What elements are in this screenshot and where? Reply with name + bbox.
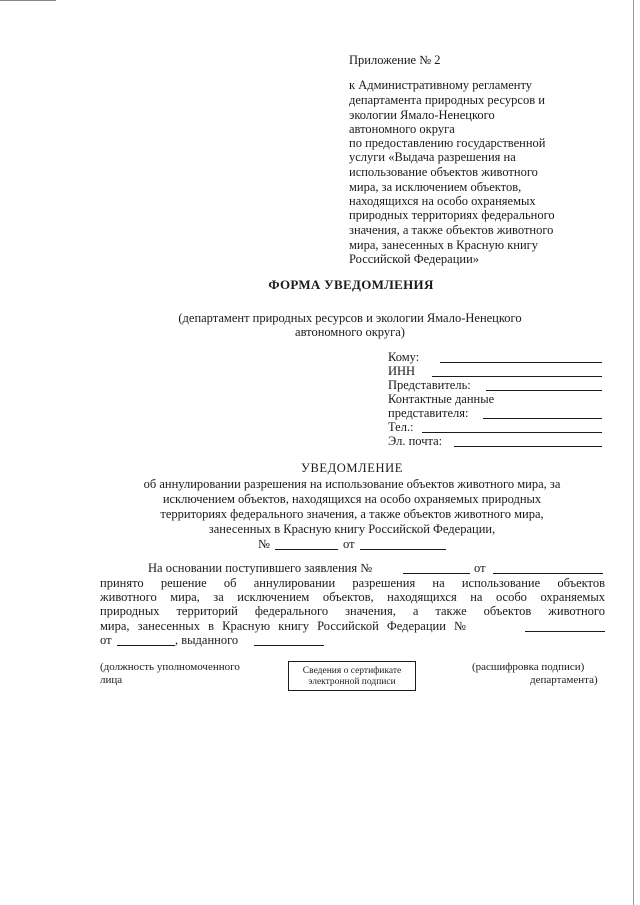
recipient-to-label: Кому: bbox=[388, 350, 420, 364]
appendix-title: Приложение № 2 bbox=[349, 53, 441, 67]
body-text: от bbox=[474, 561, 486, 575]
body-text: , выданного bbox=[175, 633, 239, 647]
recipient-phone-label: Тел.: bbox=[388, 420, 414, 434]
appendix-line: автономного округа bbox=[349, 122, 455, 136]
appendix-line: использование объектов животного bbox=[349, 165, 538, 179]
department-line: автономного округа) bbox=[295, 325, 405, 339]
certificate-label: электронной подписи bbox=[308, 677, 396, 687]
notice-title: УВЕДОМЛЕНИЕ bbox=[301, 461, 403, 475]
body-text: животного мира, за исключением объектов, находящихся на особо охраняемых bbox=[100, 590, 605, 604]
form-title: ФОРМА УВЕДОМЛЕНИЯ bbox=[268, 277, 434, 292]
permit-number-field[interactable] bbox=[525, 631, 605, 632]
appendix-line: услуги «Выдача разрешения на bbox=[349, 150, 516, 164]
notice-line: об аннулировании разрешения на использование объектов животного мира, за bbox=[143, 477, 561, 491]
recipient-representative-field[interactable] bbox=[486, 390, 602, 391]
recipient-contacts-field[interactable] bbox=[483, 418, 602, 419]
notice-line: занесенных в Красную книгу Российской Федерации, bbox=[208, 522, 496, 536]
recipient-phone-field[interactable] bbox=[422, 432, 602, 433]
recipient-to-field[interactable] bbox=[440, 362, 602, 363]
notice-date-field[interactable] bbox=[360, 549, 446, 550]
recipient-inn-field[interactable] bbox=[432, 376, 602, 377]
application-date-field[interactable] bbox=[493, 573, 603, 574]
appendix-line: экологии Ямало-Ненецкого bbox=[349, 108, 495, 122]
appendix-line: значения, а также объектов животного bbox=[349, 223, 554, 237]
scan-edge-top bbox=[0, 0, 56, 1]
appendix-line: по предоставлению государственной bbox=[349, 136, 546, 150]
recipient-representative-label: Представитель: bbox=[388, 378, 471, 392]
notice-line: территориях федерального значения, а также объектов животного мира, bbox=[160, 507, 544, 521]
application-number-field[interactable] bbox=[403, 573, 470, 574]
recipient-contacts-label: представителя: bbox=[388, 406, 469, 420]
body-text: принято решение об аннулировании разрешения на использование объектов bbox=[100, 576, 605, 590]
signature-name-label: департамента) bbox=[530, 674, 598, 686]
appendix-line: мира, за исключением объектов, bbox=[349, 180, 522, 194]
body-text: На основании поступившего заявления № bbox=[148, 561, 373, 575]
signature-position-label: (должность уполномоченного bbox=[100, 661, 240, 673]
scan-edge-right bbox=[633, 0, 634, 905]
recipient-email-field[interactable] bbox=[454, 446, 602, 447]
certificate-label: Сведения о сертификате bbox=[302, 666, 402, 676]
issued-by-field[interactable] bbox=[254, 645, 324, 646]
certificate-box bbox=[288, 661, 416, 691]
appendix-line: к Административному регламенту bbox=[349, 78, 533, 92]
recipient-email-label: Эл. почта: bbox=[388, 434, 443, 448]
appendix-line: находящихся на особо охраняемых bbox=[349, 194, 536, 208]
recipient-inn-label: ИНН bbox=[388, 364, 416, 378]
recipient-contacts-label: Контактные данные bbox=[388, 392, 495, 406]
appendix-line: мира, занесенных в Красную книгу bbox=[349, 238, 539, 252]
permit-date-field[interactable] bbox=[117, 645, 175, 646]
appendix-line: Российской Федерации» bbox=[349, 252, 480, 266]
signature-position-label: лица bbox=[100, 674, 123, 686]
appendix-line: департамента природных ресурсов и bbox=[349, 93, 545, 107]
body-text: от bbox=[100, 633, 112, 647]
notice-date-label: от bbox=[343, 537, 355, 551]
notice-line: исключением объектов, находящихся на особо охраняемых природных bbox=[162, 492, 542, 506]
notice-number-label: № bbox=[258, 537, 270, 551]
notice-number-field[interactable] bbox=[275, 549, 338, 550]
department-line: (департамент природных ресурсов и экологии Ямало-Ненецкого bbox=[178, 311, 522, 325]
appendix-line: природных территориях федерального bbox=[349, 208, 555, 222]
body-text: природных территорий федерального значения, а также объектов животного bbox=[100, 604, 605, 618]
body-text: мира, занесенных в Красную книгу Российской Федерации № bbox=[100, 619, 466, 633]
signature-name-label: (расшифровка подписи) bbox=[472, 661, 585, 673]
